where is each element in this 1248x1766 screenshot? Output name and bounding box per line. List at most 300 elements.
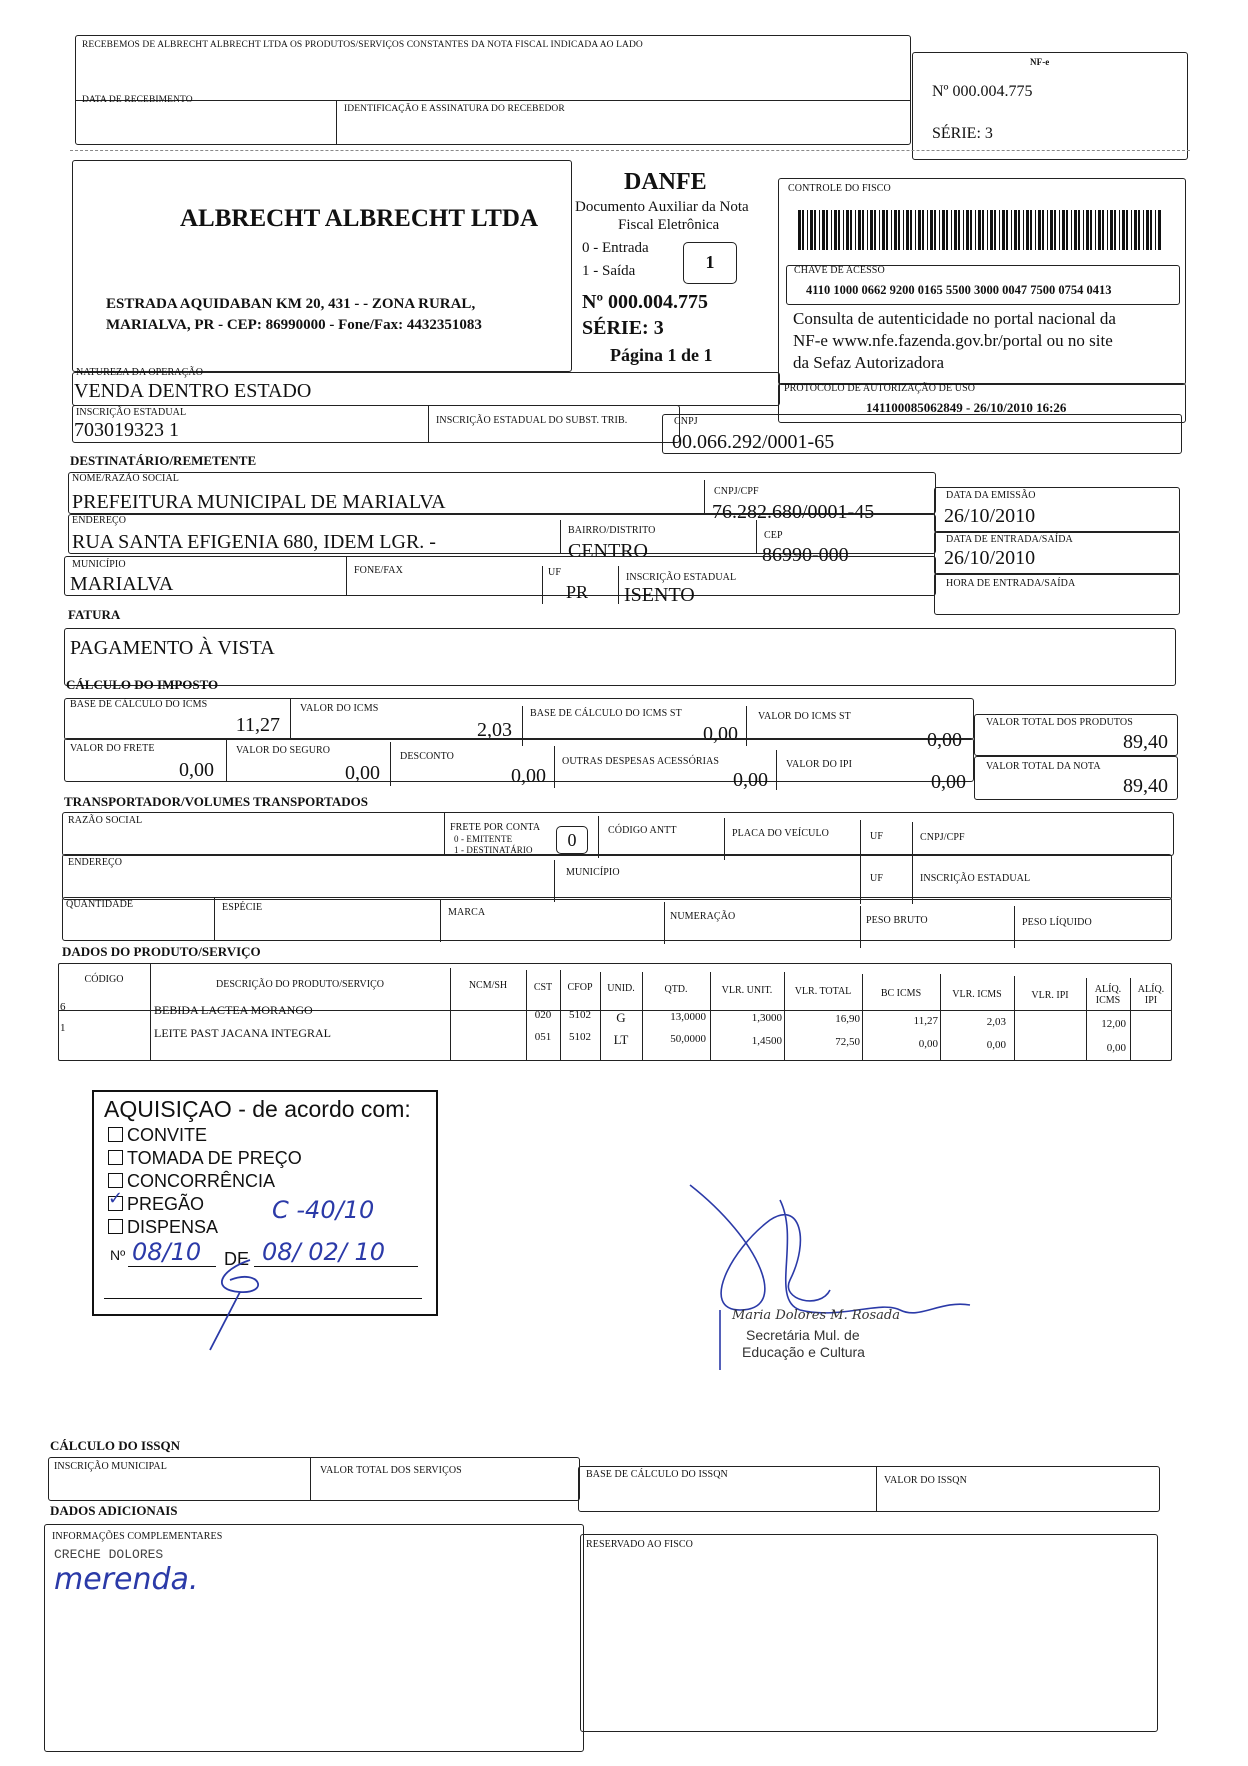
canhoto-vdivider <box>336 100 337 145</box>
dest-cnpj: 76.282.680/0001-45 <box>712 501 875 523</box>
barcode-bar <box>1126 210 1128 250</box>
pcol-3 <box>526 970 527 1061</box>
canhoto-receipt-box <box>75 35 911 145</box>
barcode-bar <box>882 210 885 250</box>
tr-r3-d5 <box>1014 906 1015 948</box>
numeracao-label: NUMERAÇÃO <box>670 911 736 922</box>
tr-r2-d1 <box>554 860 555 902</box>
barcode-bar <box>1042 210 1044 250</box>
row2-vicms: 0,00 <box>986 1039 1006 1051</box>
barcode-bar <box>1090 210 1092 250</box>
produtos-section: DADOS DO PRODUTO/SERVIÇO <box>62 944 261 959</box>
barcode-bar <box>1014 210 1017 250</box>
pcol-8 <box>784 972 785 1061</box>
barcode-bar <box>834 210 837 250</box>
danfe-title: DANFE <box>624 169 707 195</box>
barcode-bar <box>874 210 876 250</box>
row1-vtotal: 16,90 <box>835 1013 860 1025</box>
barcode-bar <box>886 210 888 250</box>
barcode-bar <box>850 210 852 250</box>
barcode-bar <box>1002 210 1005 250</box>
peso-liquido-label: PESO LÍQUIDO <box>1022 917 1092 928</box>
col-aliq-ipi-l2: IPI <box>1144 994 1158 1006</box>
emitter-address-line1: ESTRADA AQUIDABAN KM 20, 431 - - ZONA RURAL, <box>106 296 476 312</box>
dest-endereco-label: ENDEREÇO <box>72 515 127 526</box>
stamp-item-dispensa-label: DISPENSA <box>127 1217 219 1237</box>
imp-r2-d4 <box>776 750 777 790</box>
issqn-valor-label: VALOR DO ISSQN <box>884 1475 967 1486</box>
barcode-bar <box>807 210 808 250</box>
barcode-bar <box>1023 210 1024 250</box>
dest-row2-div1 <box>560 520 561 554</box>
chave-acesso: 4110 1000 0662 9200 0165 5500 3000 0047 7500 0754 0413 <box>806 283 1112 297</box>
row1-qtd: 13,0000 <box>670 1011 706 1023</box>
barcode-bar <box>999 210 1000 250</box>
ie-label: INSCRIÇÃO ESTADUAL <box>76 407 187 418</box>
total-nota: 89,40 <box>1123 775 1168 797</box>
checkbox-icon <box>108 1150 123 1165</box>
barcode-bar <box>1054 210 1056 250</box>
barcode-bar <box>843 210 844 250</box>
canhoto-nfe-box <box>912 52 1188 160</box>
outras-label: OUTRAS DESPESAS ACESSÓRIAS <box>562 756 720 767</box>
cnpj-emit-value: 00.066.292/0001-65 <box>672 431 835 453</box>
frete-label: VALOR DO FRETE <box>70 743 155 754</box>
stamp-item-pregao-label: PREGÃO <box>127 1194 205 1214</box>
base-icms-st-label: BASE DE CÁLCULO DO ICMS ST <box>530 708 682 719</box>
row1-vunit: 1,3000 <box>751 1012 782 1024</box>
stamp-hand-ref: C -40/10 <box>272 1196 375 1224</box>
frete-conta-value: 0 <box>567 830 577 850</box>
barcode-bar <box>1038 210 1041 250</box>
barcode-bar <box>1062 210 1065 250</box>
canhoto-divider <box>75 100 911 101</box>
col-cfop: CFOP <box>567 982 593 993</box>
dest-fone-label: FONE/FAX <box>354 565 403 576</box>
barcode-bar <box>903 210 904 250</box>
barcode-bar <box>1150 210 1152 250</box>
barcode-bar <box>1143 210 1144 250</box>
barcode-bar <box>1030 210 1032 250</box>
col-vunit: VLR. UNIT. <box>721 985 773 996</box>
checkbox-icon <box>108 1127 123 1142</box>
stamp-item-tomada-label: TOMADA DE PREÇO <box>127 1148 302 1168</box>
row2-cfop: 5102 <box>569 1031 591 1043</box>
row2-bcicms: 0,00 <box>918 1038 938 1050</box>
emitter-name: ALBRECHT ALBRECHT LTDA <box>180 205 538 232</box>
barcode-bar <box>994 210 996 250</box>
stamp-title: AQUISIÇAO - de acordo com: <box>104 1096 411 1122</box>
reservado-fisco-box <box>580 1534 1158 1732</box>
ie-st-label: INSCRIÇÃO ESTADUAL DO SUBST. TRIB. <box>436 415 628 426</box>
barcode-bar <box>1114 210 1116 250</box>
col-vipi: VLR. IPI <box>1031 990 1069 1001</box>
row1-unid: G <box>616 1010 626 1025</box>
total-produtos: 89,40 <box>1123 731 1168 753</box>
stamp-de-label: DE <box>224 1249 250 1269</box>
stamp-item-concorrencia <box>108 1172 275 1190</box>
transp-endereco-label: ENDEREÇO <box>68 857 123 868</box>
especie-label: ESPÉCIE <box>222 902 263 913</box>
signature-role1: Secretária Mul. de <box>746 1327 860 1343</box>
col-vtotal: VLR. TOTAL <box>794 986 852 997</box>
issqn-base-label: BASE DE CÁLCULO DO ISSQN <box>586 1469 728 1480</box>
data-saida: 26/10/2010 <box>944 547 1036 569</box>
col-codigo: CÓDIGO <box>84 974 124 985</box>
barcode-bar <box>963 210 964 250</box>
row2-codigo: 1 <box>60 1022 66 1034</box>
row1-vicms: 2,03 <box>986 1016 1006 1028</box>
outras-value: 0,00 <box>733 769 768 791</box>
consulta-line2: NF-e www.nfe.fazenda.gov.br/portal ou no site <box>793 331 1113 350</box>
base-icms-st: 0,00 <box>703 723 738 745</box>
dest-nome-label: NOME/RAZÃO SOCIAL <box>72 473 179 484</box>
imp-r1-d1 <box>290 698 291 740</box>
desconto-value: 0,00 <box>511 765 546 787</box>
stamp-no-label: Nº <box>110 1247 126 1263</box>
row1-bcicms: 11,27 <box>913 1015 938 1027</box>
barcode-bar <box>1086 210 1089 250</box>
signature-name: Maria Dolores M. Rosada <box>732 1308 900 1323</box>
frete-conta-label: FRETE POR CONTA <box>450 822 541 833</box>
ie-value: 703019323 1 <box>74 419 179 441</box>
pcol-1 <box>150 963 151 1061</box>
pcol-10 <box>940 974 941 1061</box>
cut-line <box>70 150 1190 151</box>
cnpj-emit-label: CNPJ <box>674 416 698 427</box>
row1-aliq-icms: 12,00 <box>1101 1018 1126 1030</box>
barcode-bar <box>862 210 864 250</box>
danfe-serie: SÉRIE: 3 <box>582 317 664 339</box>
row2-qtd: 50,0000 <box>670 1033 706 1045</box>
danfe-page: Página 1 de 1 <box>610 345 713 365</box>
emitter-box <box>72 160 572 372</box>
col-aliq-ipi <box>1132 985 1170 1006</box>
imposto-section: CÁLCULO DO IMPOSTO <box>66 677 219 692</box>
frete-value: 0,00 <box>179 759 214 781</box>
data-emissao-label: DATA DA EMISSÃO <box>946 490 1036 501</box>
danfe-subtitle2: Fiscal Eletrônica <box>618 217 720 233</box>
dest-row2-div2 <box>756 520 757 554</box>
tr-r3-d2 <box>440 900 441 942</box>
row2-vunit: 1,4500 <box>751 1035 782 1047</box>
canhoto-date-label: DATA DE RECEBIMENTO <box>82 95 193 105</box>
info-complementar-text: CRECHE DOLORES <box>54 1547 164 1562</box>
barcode-bar <box>930 210 933 250</box>
stamp-item-dispensa <box>108 1218 218 1236</box>
barcode-bar <box>915 210 916 250</box>
protocolo-value: 141100085062849 - 26/10/2010 16:26 <box>866 400 1067 415</box>
pcol-5 <box>600 972 601 1061</box>
barcode-bar <box>954 210 957 250</box>
tr-r3-d1 <box>214 897 215 941</box>
natureza-value: VENDA DENTRO ESTADO <box>74 380 312 402</box>
ie-row-divider <box>428 405 429 443</box>
antt-label: CÓDIGO ANTT <box>608 825 677 836</box>
col-aliq-ipi-l1: ALÍQ. <box>1137 984 1165 995</box>
natureza-label: NATUREZA DA OPERAÇÃO <box>76 367 204 378</box>
row2-cst: 051 <box>534 1031 552 1043</box>
barcode-bar <box>1071 210 1072 250</box>
tr-r3-d4 <box>860 906 861 948</box>
barcode-bar <box>978 210 981 250</box>
peso-bruto-label: PESO BRUTO <box>866 915 928 926</box>
barcode-bar <box>1006 210 1008 250</box>
barcode-bar <box>870 210 873 250</box>
barcode-bar <box>1011 210 1012 250</box>
barcode-bar <box>906 210 909 250</box>
transportador-section: TRANSPORTADOR/VOLUMES TRANSPORTADOS <box>64 794 369 809</box>
pcol-6 <box>642 972 643 1061</box>
ipi-value: 0,00 <box>931 771 966 793</box>
barcode-bar <box>802 210 804 250</box>
consulta-line1: Consulta de autenticidade no portal nacional da <box>793 309 1116 328</box>
signature-role2: Educação e Cultura <box>742 1344 865 1360</box>
issqn-d1 <box>310 1457 311 1501</box>
dest-municipio: MARIALVA <box>70 573 174 595</box>
marca-label: MARCA <box>448 907 486 918</box>
barcode-bar <box>894 210 897 250</box>
stamp-item-tomada <box>108 1149 302 1167</box>
barcode-bar <box>819 210 820 250</box>
col-aliq-icms-l2: ICMS <box>1095 994 1121 1006</box>
frete-conta-opt1: 1 - DESTINATÁRIO <box>454 845 533 855</box>
barcode-bar <box>990 210 993 250</box>
pcol-12 <box>1086 978 1087 1061</box>
dest-row3-div1 <box>346 556 347 596</box>
placa-label: PLACA DO VEÍCULO <box>732 828 829 839</box>
barcode-bar <box>838 210 840 250</box>
canhoto-number: Nº 000.004.775 <box>932 83 1033 100</box>
dest-row3-box <box>64 556 936 596</box>
barcode-bar <box>1018 210 1020 250</box>
barcode-bar <box>1102 210 1104 250</box>
barcode-bar <box>1066 210 1068 250</box>
data-emissao: 26/10/2010 <box>944 505 1036 527</box>
canhoto-serie: SÉRIE: 3 <box>932 125 993 142</box>
row1-cfop: 5102 <box>569 1009 591 1021</box>
barcode-bar <box>939 210 940 250</box>
barcode-bar <box>922 210 924 250</box>
barcode-bar <box>1026 210 1029 250</box>
dest-endereco: RUA SANTA EFIGENIA 680, IDEM LGR. - <box>72 531 436 553</box>
stamp-item-convite <box>108 1126 207 1144</box>
barcode-bar <box>1083 210 1084 250</box>
row1-cst: 020 <box>534 1009 552 1021</box>
barcode-bar <box>934 210 936 250</box>
stamp-hand-no: 08/10 <box>132 1238 202 1266</box>
barcode-bar <box>982 210 984 250</box>
col-bcicms: BC ICMS <box>880 988 922 999</box>
dest-cep: 86990-000 <box>762 544 849 566</box>
stamp-item-pregao <box>108 1188 205 1214</box>
dest-bairro: CENTRO <box>568 540 648 562</box>
valor-icms-st-label: VALOR DO ICMS ST <box>758 711 851 722</box>
stamp-hand-date: 08/ 02/ 10 <box>262 1238 386 1266</box>
imp-r2-d3 <box>554 746 555 788</box>
frete-conta-opt0: 0 - EMITENTE <box>454 834 513 844</box>
barcode-bar <box>987 210 988 250</box>
barcode-bar <box>1098 210 1101 250</box>
row2-vtotal: 72,50 <box>835 1036 860 1048</box>
checked-checkbox-icon: ✓ <box>108 1196 123 1211</box>
valor-icms: 2,03 <box>477 719 512 741</box>
checkbox-icon <box>108 1173 123 1188</box>
barcode-bar <box>891 210 892 250</box>
base-icms-label: BASE DE CÁLCULO DO ICMS <box>70 699 208 710</box>
barcode-bar <box>970 210 972 250</box>
canhoto-signature-label: IDENTIFICAÇÃO E ASSINATURA DO RECEBEDOR <box>344 104 565 114</box>
imp-r2-d2 <box>390 742 391 786</box>
row1-codigo: 6 <box>60 1001 66 1013</box>
pcol-13 <box>1130 978 1131 1061</box>
canhoto-nfe-label: NF-e <box>1030 57 1050 67</box>
seguro-value: 0,00 <box>345 762 380 784</box>
desconto-label: DESCONTO <box>400 751 454 762</box>
danfe-entrada: 0 - Entrada <box>582 240 649 256</box>
info-hand-note: merenda. <box>54 1562 199 1597</box>
issqn-d2 <box>876 1466 877 1512</box>
barcode-bar <box>927 210 928 250</box>
transp-municipio-label: MUNICÍPIO <box>566 867 620 878</box>
barcode-bar <box>975 210 976 250</box>
valor-icms-label: VALOR DO ICMS <box>300 703 379 714</box>
barcode-bar <box>822 210 825 250</box>
ipi-label: VALOR DO IPI <box>786 759 853 770</box>
barcode-bar <box>946 210 948 250</box>
barcode-bar <box>942 210 945 250</box>
danfe-tipo: 1 <box>705 252 715 272</box>
barcode-bar <box>1110 210 1113 250</box>
barcode-bar <box>966 210 969 250</box>
qtd-label: QUANTIDADE <box>66 899 134 910</box>
barcode-bar <box>951 210 952 250</box>
stamp-scribble <box>200 1250 360 1360</box>
row1-descricao: BEBIDA LACTEA MORANGO <box>154 1003 313 1017</box>
total-nota-label: VALOR TOTAL DA NOTA <box>986 761 1101 772</box>
barcode-bar <box>855 210 856 250</box>
imp-r2-d1 <box>226 738 227 782</box>
col-qtd: QTD. <box>664 984 688 995</box>
transp-uf-label: UF <box>870 831 883 842</box>
barcode-bar <box>898 210 900 250</box>
issqn-total-label: VALOR TOTAL DOS SERVIÇOS <box>320 1465 462 1476</box>
barcode-bar <box>1146 210 1149 250</box>
checkbox-icon <box>108 1219 123 1234</box>
barcode-bar <box>867 210 868 250</box>
barcode-bar <box>958 210 960 250</box>
tr-r1-d2 <box>598 816 599 858</box>
hora-saida-label: HORA DE ENTRADA/SAÍDA <box>946 578 1076 589</box>
controle-fisco-label: CONTROLE DO FISCO <box>788 183 891 194</box>
transp-uf2-label: UF <box>870 873 883 884</box>
dest-uf: PR <box>566 582 589 602</box>
barcode-bar <box>1138 210 1140 250</box>
issqn-im-label: INSCRIÇÃO MUNICIPAL <box>54 1461 167 1472</box>
fatura-text: PAGAMENTO À VISTA <box>70 637 275 659</box>
fatura-section: FATURA <box>68 607 121 622</box>
col-descricao: DESCRIÇÃO DO PRODUTO/SERVIÇO <box>216 979 384 990</box>
barcode-bar <box>814 210 816 250</box>
barcode-bar <box>1035 210 1036 250</box>
barcode-bar <box>1095 210 1096 250</box>
base-icms: 11,27 <box>235 714 280 736</box>
dest-row3-div2 <box>542 566 543 604</box>
transp-cnpj-label: CNPJ/CPF <box>920 832 965 843</box>
transp-ie-label: INSCRIÇÃO ESTADUAL <box>920 873 1031 884</box>
data-saida-label: DATA DE ENTRADA/SAÍDA <box>946 534 1073 545</box>
tr-r3-d3 <box>664 902 665 944</box>
total-produtos-label: VALOR TOTAL DOS PRODUTOS <box>986 717 1133 728</box>
dest-row1-divider <box>704 480 705 514</box>
tr-r1-d1 <box>444 812 445 856</box>
barcode-bar <box>1134 210 1137 250</box>
barcode-bar <box>1074 210 1077 250</box>
barcode-bar <box>918 210 921 250</box>
barcode-bar <box>1119 210 1120 250</box>
barcode-bar <box>1050 210 1053 250</box>
destinatario-section: DESTINATÁRIO/REMETENTE <box>70 453 257 468</box>
pcol-2 <box>450 968 451 1061</box>
dest-municipio-label: MUNICÍPIO <box>72 559 126 570</box>
barcode-bar <box>846 210 849 250</box>
canhoto-received-text: RECEBEMOS DE ALBRECHT ALBRECHT LTDA OS PRODUTOS/SERVIÇOS CONSTANTES DA NOTA FISCAL INDICADA AO LADO <box>82 40 643 50</box>
stamp-item-convite-label: CONVITE <box>127 1125 208 1145</box>
row2-unid: LT <box>613 1032 629 1047</box>
barcode-bar <box>810 210 813 250</box>
issqn-section: CÁLCULO DO ISSQN <box>50 1438 181 1453</box>
col-ncm: NCM/SH <box>468 980 508 991</box>
chave-label: CHAVE DE ACESSO <box>794 265 885 276</box>
barcode-bar <box>1122 210 1125 250</box>
barcode-bar <box>826 210 828 250</box>
danfe-number: Nº 000.004.775 <box>582 291 709 313</box>
row2-descricao: LEITE PAST JACANA INTEGRAL <box>154 1026 332 1040</box>
pcol-7 <box>710 972 711 1061</box>
col-unid: UNID. <box>607 983 635 994</box>
barcode <box>798 210 1164 250</box>
adicionais-section: DADOS ADICIONAIS <box>50 1503 178 1518</box>
dest-bairro-label: BAIRRO/DISTRITO <box>568 525 656 536</box>
pcol-4 <box>560 970 561 1061</box>
dest-cnpj-label: CNPJ/CPF <box>714 486 759 497</box>
dest-row3-div3 <box>618 566 619 604</box>
col-vicms: VLR. ICMS <box>952 989 1002 1000</box>
seguro-label: VALOR DO SEGURO <box>236 745 331 756</box>
dest-cep-label: CEP <box>764 530 783 541</box>
col-aliq-icms-l1: ALÍQ. <box>1094 984 1122 995</box>
pcol-9 <box>862 974 863 1061</box>
stamp-item-concorrencia-label: CONCORRÊNCIA <box>127 1171 276 1191</box>
dest-uf-label: UF <box>548 567 561 578</box>
barcode-bar <box>831 210 832 250</box>
barcode-bar <box>1131 210 1132 250</box>
emitter-address-line2: MARIALVA, PR - CEP: 86990000 - Fone/Fax: 4432351083 <box>106 317 482 333</box>
danfe-subtitle1: Documento Auxiliar da Nota <box>575 199 749 215</box>
barcode-bar <box>1059 210 1060 250</box>
pcol-11 <box>1014 976 1015 1061</box>
barcode-bar <box>1158 210 1161 250</box>
valor-icms-st: 0,00 <box>927 729 962 751</box>
transp-razao-label: RAZÃO SOCIAL <box>68 815 143 826</box>
reservado-fisco-label: RESERVADO AO FISCO <box>586 1539 693 1550</box>
barcode-bar <box>798 210 801 250</box>
row2-aliq-icms: 0,00 <box>1106 1042 1126 1054</box>
barcode-bar <box>1155 210 1156 250</box>
protocolo-label: PROTOCOLO DE AUTORIZAÇÃO DE USO <box>784 383 976 394</box>
danfe-saida: 1 - Saída <box>582 263 636 279</box>
barcode-bar <box>910 210 912 250</box>
